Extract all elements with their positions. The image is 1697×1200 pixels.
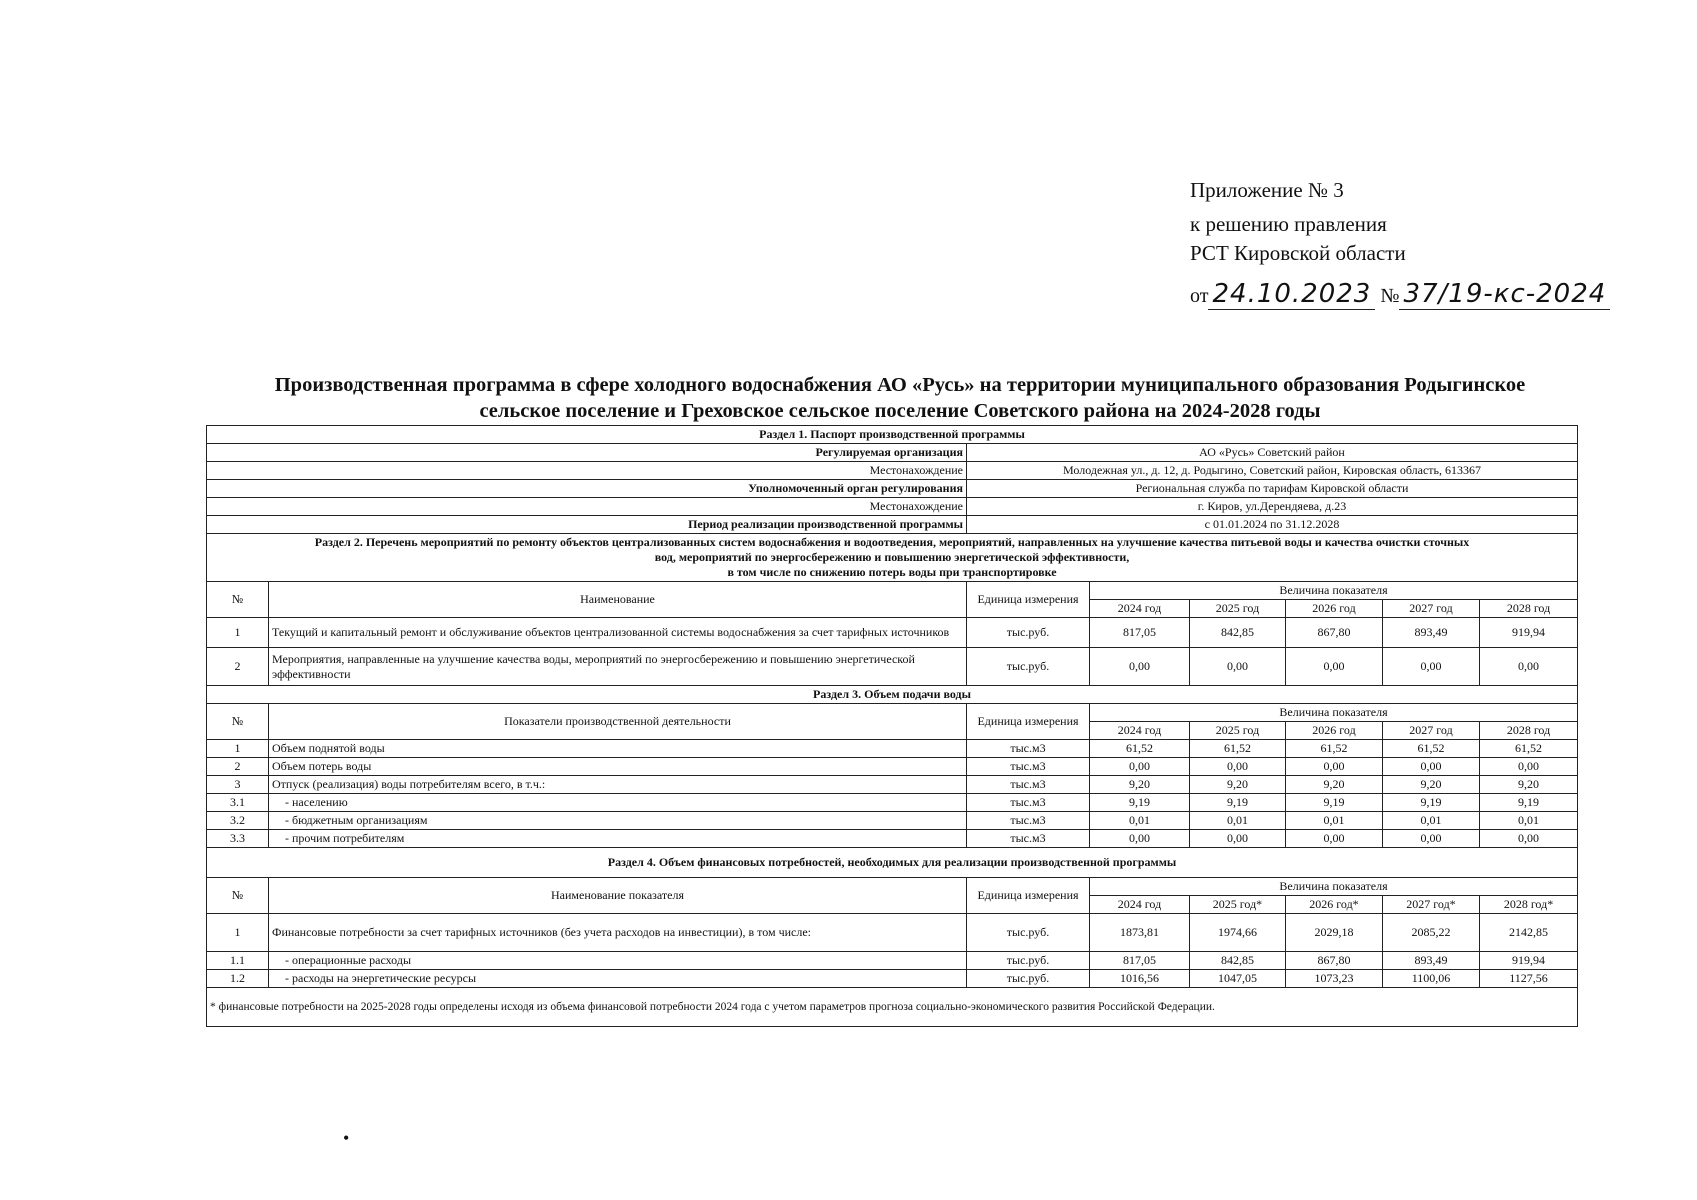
year-header: 2028 год* <box>1480 896 1578 914</box>
year-header: 2024 год <box>1090 600 1190 618</box>
row-value: 0,01 <box>1190 812 1286 830</box>
column-header-row <box>207 582 1578 600</box>
decision-number: 37/19-кс-2024 <box>1399 279 1610 310</box>
year-header: 2028 год <box>1480 600 1578 618</box>
footnote-row <box>207 988 1578 1027</box>
row-value: 9,20 <box>1383 776 1480 794</box>
row-value: 1016,56 <box>1090 970 1190 988</box>
row-value: 0,00 <box>1383 648 1480 686</box>
row-value: 0,00 <box>1190 648 1286 686</box>
year-header: 2028 год <box>1480 722 1578 740</box>
row-value: 9,19 <box>1090 794 1190 812</box>
row-value: 867,80 <box>1286 952 1383 970</box>
section-header-row <box>207 426 1578 444</box>
row-value: 842,85 <box>1190 618 1286 648</box>
column-header-row <box>207 878 1578 896</box>
row-value: 2085,22 <box>1383 914 1480 952</box>
row-value: 2029,18 <box>1286 914 1383 952</box>
row-name: - расходы на энергетические ресурсы <box>269 970 967 988</box>
passport-value: Региональная служба по тарифам Кировской области <box>967 480 1578 498</box>
section-header-line: вод, мероприятий по энергосбережению и повышению энергетической эффективности, <box>654 550 1130 564</box>
appendix-line: к решению правления <box>1190 212 1387 236</box>
row-name: Объем поднятой воды <box>269 740 967 758</box>
row-value: 0,00 <box>1383 830 1480 848</box>
program-table <box>206 425 1578 1027</box>
passport-row <box>207 516 1578 534</box>
passport-value: АО «Русь» Советский район <box>967 444 1578 462</box>
row-number: 3.3 <box>207 830 269 848</box>
table-row <box>207 794 1578 812</box>
page-title <box>200 372 1600 424</box>
table-row <box>207 812 1578 830</box>
passport-row <box>207 498 1578 516</box>
section-header-row <box>207 686 1578 704</box>
year-header: 2025 год <box>1190 600 1286 618</box>
row-value: 1100,06 <box>1383 970 1480 988</box>
year-header: 2026 год <box>1286 600 1383 618</box>
row-value: 1047,05 <box>1190 970 1286 988</box>
section-header-line: Раздел 2. Перечень мероприятий по ремонту объектов централизованных систем водоснабжения и водоотведения, мероприятий, направленных на улучшение качества питьевой воды и качества очистки сточных <box>314 535 1470 549</box>
row-value: 61,52 <box>1383 740 1480 758</box>
row-value: 9,20 <box>1286 776 1383 794</box>
row-value: 893,49 <box>1383 952 1480 970</box>
table-row <box>207 618 1578 648</box>
col-name-header: Наименование показателя <box>269 878 967 914</box>
year-header: 2025 год <box>1190 722 1286 740</box>
passport-row <box>207 462 1578 480</box>
col-value-header: Величина показателя <box>1090 582 1578 600</box>
row-value: 0,00 <box>1090 648 1190 686</box>
table-row <box>207 740 1578 758</box>
row-unit: тыс.м3 <box>967 794 1090 812</box>
row-value: 61,52 <box>1480 740 1578 758</box>
col-value-header: Величина показателя <box>1090 878 1578 896</box>
section-header-row <box>207 848 1578 878</box>
row-value: 0,00 <box>1480 830 1578 848</box>
row-number: 3 <box>207 776 269 794</box>
row-value: 0,00 <box>1190 758 1286 776</box>
column-header-row <box>207 704 1578 722</box>
table-row <box>207 970 1578 988</box>
row-value: 9,19 <box>1480 794 1578 812</box>
row-value: 842,85 <box>1190 952 1286 970</box>
passport-label: Регулируемая организация <box>207 444 967 462</box>
row-value: 9,20 <box>1190 776 1286 794</box>
col-value-header: Величина показателя <box>1090 704 1578 722</box>
table-row <box>207 914 1578 952</box>
row-value: 0,00 <box>1383 758 1480 776</box>
row-value: 9,19 <box>1286 794 1383 812</box>
row-value: 919,94 <box>1480 618 1578 648</box>
year-header: 2026 год <box>1286 722 1383 740</box>
footnote: * финансовые потребности на 2025-2028 годы определены исходя из объема финансовой потребности 2024 года с учетом параметров прогноза социально-экономического развития Российской Федерации. <box>207 988 1578 1027</box>
passport-label: Уполномоченный орган регулирования <box>207 480 967 498</box>
row-value: 893,49 <box>1383 618 1480 648</box>
program-table-body <box>207 426 1578 1027</box>
row-number: 3.2 <box>207 812 269 830</box>
row-number: 1.1 <box>207 952 269 970</box>
title-line-1: Производственная программа в сфере холодного водоснабжения АО «Русь» на территории муниципального образования Родыгинское <box>274 374 1526 396</box>
col-name-header: Показатели производственной деятельности <box>269 704 967 740</box>
row-unit: тыс.м3 <box>967 830 1090 848</box>
row-unit: тыс.руб. <box>967 648 1090 686</box>
row-number: 1.2 <box>207 970 269 988</box>
row-value: 867,80 <box>1286 618 1383 648</box>
col-unit-header: Единица измерения <box>967 704 1090 740</box>
passport-row <box>207 480 1578 498</box>
row-value: 1073,23 <box>1286 970 1383 988</box>
section-header-line: в том числе по снижению потерь воды при транспортировке <box>727 565 1057 579</box>
row-unit: тыс.руб. <box>967 914 1090 952</box>
row-value: 0,00 <box>1090 830 1190 848</box>
row-name: Мероприятия, направленные на улучшение качества воды, мероприятий по энергосбережению и повышению энергетической эффективности <box>269 648 967 686</box>
decision-reference <box>1190 280 1610 311</box>
passport-label: Период реализации производственной программы <box>207 516 967 534</box>
passport-value: г. Киров, ул.Дерендяева, д.23 <box>967 498 1578 516</box>
row-unit: тыс.руб. <box>967 618 1090 648</box>
col-number-header: № <box>207 878 269 914</box>
section-header <box>207 534 1578 582</box>
row-value: 0,00 <box>1286 758 1383 776</box>
row-name: Объем потерь воды <box>269 758 967 776</box>
row-unit: тыс.м3 <box>967 812 1090 830</box>
row-value: 0,00 <box>1480 758 1578 776</box>
col-number-header: № <box>207 582 269 618</box>
row-name: - прочим потребителям <box>269 830 967 848</box>
year-header: 2024 год <box>1090 896 1190 914</box>
row-name: - операционные расходы <box>269 952 967 970</box>
row-unit: тыс.руб. <box>967 952 1090 970</box>
row-number: 2 <box>207 758 269 776</box>
row-value: 9,19 <box>1383 794 1480 812</box>
row-name: Текущий и капитальный ремонт и обслуживание объектов централизованной системы водоснабжения за счет тарифных источников <box>269 618 967 648</box>
row-value: 61,52 <box>1190 740 1286 758</box>
row-value: 0,01 <box>1090 812 1190 830</box>
row-unit: тыс.м3 <box>967 758 1090 776</box>
section-header: Раздел 1. Паспорт производственной программы <box>207 426 1578 444</box>
row-unit: тыс.м3 <box>967 740 1090 758</box>
row-value: 0,00 <box>1480 648 1578 686</box>
row-value: 1873,81 <box>1090 914 1190 952</box>
row-unit: тыс.м3 <box>967 776 1090 794</box>
table-row <box>207 648 1578 686</box>
row-value: 9,20 <box>1480 776 1578 794</box>
row-name: - бюджетным организациям <box>269 812 967 830</box>
row-value: 0,01 <box>1286 812 1383 830</box>
table-row <box>207 952 1578 970</box>
row-value: 61,52 <box>1286 740 1383 758</box>
row-name: Отпуск (реализация) воды потребителям всего, в т.ч.: <box>269 776 967 794</box>
row-value: 817,05 <box>1090 618 1190 648</box>
year-header: 2027 год <box>1383 600 1480 618</box>
row-value: 817,05 <box>1090 952 1190 970</box>
row-value: 1127,56 <box>1480 970 1578 988</box>
passport-value: с 01.01.2024 по 31.12.2028 <box>967 516 1578 534</box>
passport-label: Местонахождение <box>207 462 967 480</box>
row-value: 1974,66 <box>1190 914 1286 952</box>
passport-label: Местонахождение <box>207 498 967 516</box>
col-name-header: Наименование <box>269 582 967 618</box>
row-value: 0,01 <box>1480 812 1578 830</box>
section-header-row <box>207 534 1578 582</box>
row-name: Финансовые потребности за счет тарифных источников (без учета расходов на инвестиции), в том числе: <box>269 914 967 952</box>
year-header: 2027 год <box>1383 722 1480 740</box>
row-value: 0,00 <box>1286 830 1383 848</box>
row-value: 0,00 <box>1190 830 1286 848</box>
row-value: 0,01 <box>1383 812 1480 830</box>
row-number: 3.1 <box>207 794 269 812</box>
row-value: 61,52 <box>1090 740 1190 758</box>
passport-row <box>207 444 1578 462</box>
row-value: 2142,85 <box>1480 914 1578 952</box>
col-number-header: № <box>207 704 269 740</box>
table-row <box>207 776 1578 794</box>
table-row <box>207 758 1578 776</box>
col-unit-header: Единица измерения <box>967 878 1090 914</box>
row-number: 1 <box>207 618 269 648</box>
from-prefix: от <box>1190 285 1209 307</box>
row-value: 919,94 <box>1480 952 1578 970</box>
row-value: 0,00 <box>1286 648 1383 686</box>
passport-value: Молодежная ул., д. 12, д. Родыгино, Советский район, Кировская область, 613367 <box>967 462 1578 480</box>
row-unit: тыс.руб. <box>967 970 1090 988</box>
row-number: 1 <box>207 740 269 758</box>
col-unit-header: Единица измерения <box>967 582 1090 618</box>
row-value: 0,00 <box>1090 758 1190 776</box>
row-value: 9,20 <box>1090 776 1190 794</box>
row-number: 2 <box>207 648 269 686</box>
year-header: 2024 год <box>1090 722 1190 740</box>
row-name: - населению <box>269 794 967 812</box>
section-header: Раздел 4. Объем финансовых потребностей, необходимых для реализации производственной программы <box>207 848 1578 878</box>
row-number: 1 <box>207 914 269 952</box>
year-header: 2027 год* <box>1383 896 1480 914</box>
row-value: 9,19 <box>1190 794 1286 812</box>
decision-date: 24.10.2023 <box>1208 279 1375 310</box>
appendix-number: Приложение № 3 <box>1190 178 1344 202</box>
number-prefix: № <box>1380 285 1400 307</box>
year-header: 2026 год* <box>1286 896 1383 914</box>
appendix-authority: РСТ Кировской области <box>1190 241 1406 265</box>
title-line-2: сельское поселение и Греховское сельское поселение Советского района на 2024-2028 годы <box>479 400 1321 422</box>
section-header: Раздел 3. Объем подачи воды <box>207 686 1578 704</box>
table-row <box>207 830 1578 848</box>
bullet-mark: • <box>343 1128 350 1148</box>
year-header: 2025 год* <box>1190 896 1286 914</box>
appendix-block <box>1190 176 1610 311</box>
